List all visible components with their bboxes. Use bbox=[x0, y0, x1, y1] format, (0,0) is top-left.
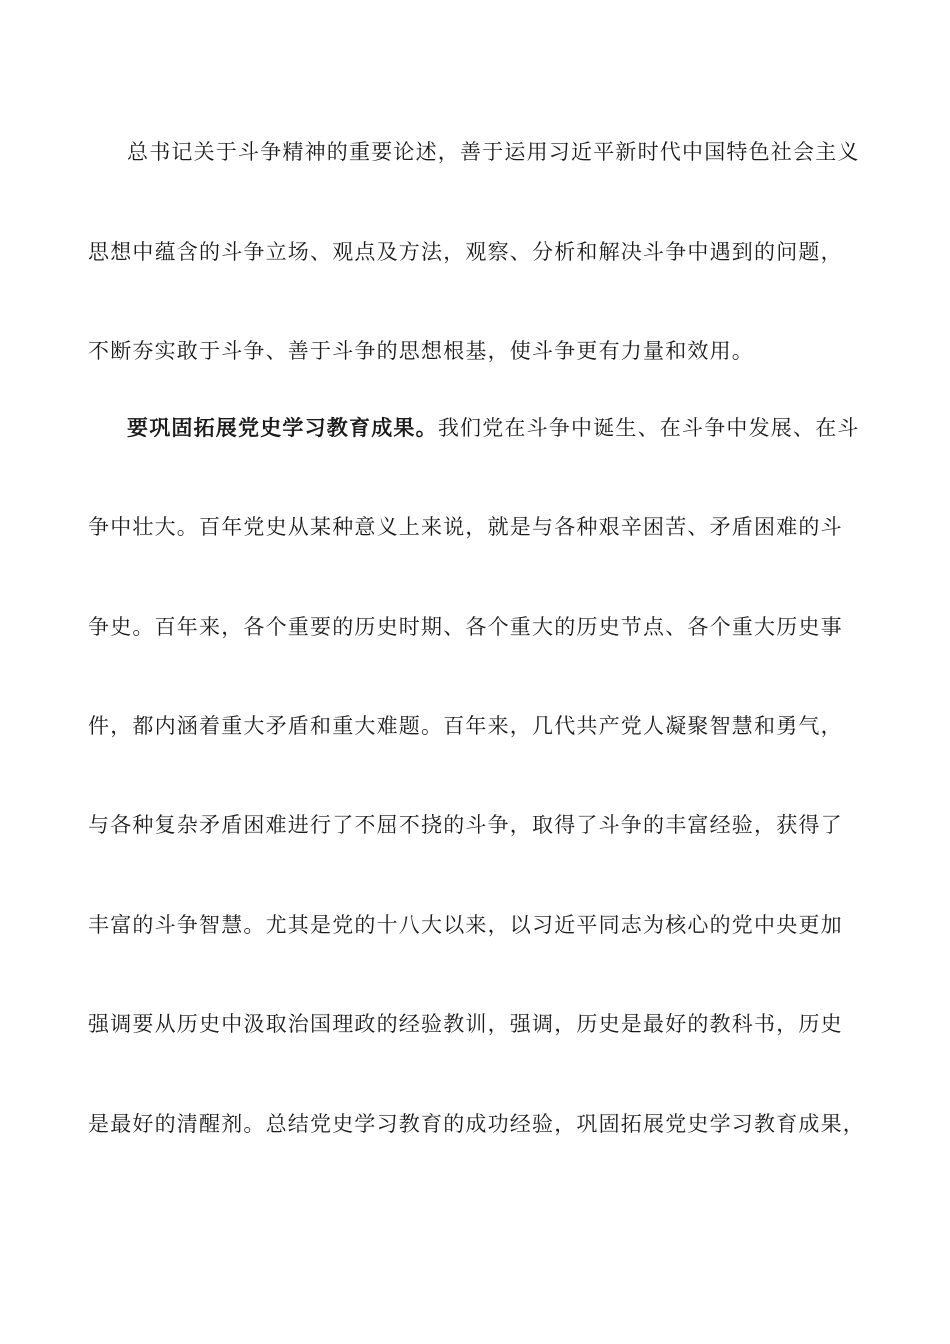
paragraph-1-line-2: 思想中蕴含的斗争立场、观点及方法，观察、分析和解决斗争中遇到的问题， bbox=[88, 240, 843, 264]
paragraph-2-line-4: 件，都内涵着重大矛盾和重大难题。百年来，几代共产党人凝聚智慧和勇气， bbox=[88, 714, 843, 738]
paragraph-2-line-7: 强调要从历史中汲取治国理政的经验教训，强调，历史是最好的教科书，历史 bbox=[88, 1012, 843, 1036]
paragraph-2-line-2: 争中壮大。百年党史从某种意义上来说，就是与各种艰辛困苦、矛盾困难的斗 bbox=[88, 515, 843, 539]
paragraph-2-line-6: 丰富的斗争智慧。尤其是党的十八大以来，以习近平同志为核心的党中央更加 bbox=[88, 913, 843, 937]
paragraph-2-line-8: 是最好的清醒剂。总结党史学习教育的成功经验，巩固拓展党史学习教育成果， bbox=[88, 1112, 865, 1136]
paragraph-2-line-3: 争史。百年来，各个重要的历史时期、各个重大的历史节点、各个重大历史事 bbox=[88, 615, 843, 639]
paragraph-1-line-3: 不断夯实敢于斗争、善于斗争的思想根基，使斗争更有力量和效用。 bbox=[88, 339, 754, 363]
section-heading: 要巩固拓展党史学习教育成果。 bbox=[127, 415, 438, 440]
paragraph-1-line-1: 总书记关于斗争精神的重要论述，善于运用习近平新时代中国特色社会主义 bbox=[127, 140, 860, 164]
paragraph-2-line-5: 与各种复杂矛盾困难进行了不屈不挠的斗争，取得了斗争的丰富经验，获得了 bbox=[88, 813, 843, 837]
paragraph-2-line-1-text: 我们党在斗争中诞生、在斗争中发展、在斗 bbox=[437, 416, 860, 440]
paragraph-2-line-1 bbox=[127, 413, 917, 443]
